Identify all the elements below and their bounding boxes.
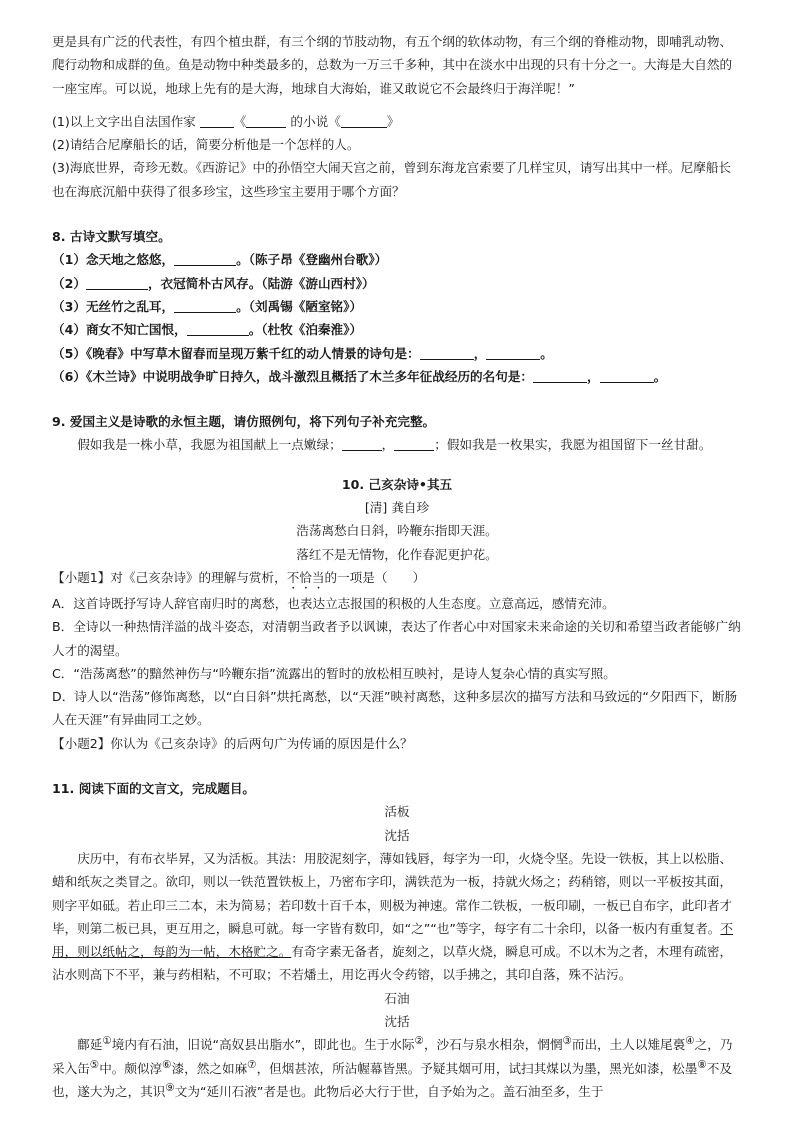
text-1-title: 活板 bbox=[384, 804, 410, 820]
answer-blank[interactable] bbox=[600, 368, 654, 383]
text-1-body: 庆历中，有布衣毕昇，又为活板。其法：用胶泥刻字，薄如钱唇，每字为一印，火烧令坚。先设一铁板，其上以松脂、蜡和纸灰之类冒之。欲印，则以一铁范置铁板上，乃密布字印，满铁范为一板，持就火炀之；药稍镕，则以一平板按其面，则字平如砥。若止印三二本，未为简易；若印数十百千本，则极为神速。常作二铁板，一板印刷，一板已自布字，此印者才毕，则第二板已具，更互用之，瞬息可就。每一字皆有数印，如“之”“也”等字，每字有二十余印，以备一板内有重复者。不用，则以纸帖之，每韵为一帖，木格贮之。有奇字素无备者，旋刻之，以草火烧，瞬息可成。不以木为之者，木理有疏密，沾水则高下不平，兼与药相粘，不可取；不若燔土，用讫再火令药镕，以手拂之，其印自落，殊不沾污。 bbox=[52, 850, 733, 983]
footnote-marker: ⑤ bbox=[89, 1058, 100, 1071]
answer-blank[interactable] bbox=[394, 436, 434, 451]
question-8-heading: 8. 古诗文默写填空。 bbox=[52, 229, 171, 245]
answer-blank[interactable] bbox=[533, 368, 587, 383]
poem-author: [清] 龚自珍 bbox=[364, 500, 430, 516]
question-7-2: (2)请结合尼摩船长的话，简要分析他是一个怎样的人。 bbox=[52, 137, 360, 153]
answer-blank[interactable] bbox=[187, 321, 249, 336]
answer-blank[interactable] bbox=[246, 113, 286, 128]
answer-blank[interactable] bbox=[420, 345, 474, 360]
question-7-3: (3)海底世界，奇珍无数。《西游记》中的孙悟空大闹天宫之前，曾到东海龙宫索要了几样宝贝，请写出其中一样。尼摩船长也在海底沉船中获得了很多珍宝，这些珍宝主要用于哪个方面？ bbox=[52, 160, 732, 199]
question-8-item-6: （6）《木兰诗》中说明战争旷日持久，战斗激烈且概括了木兰多年征战经历的名句是： ， 。 bbox=[52, 368, 667, 384]
text-1-author: 沈括 bbox=[384, 827, 410, 843]
question-8-item-2: （2） ，衣冠简朴古风存。（陆游《游山西村》） bbox=[52, 275, 375, 291]
answer-blank[interactable] bbox=[486, 345, 540, 360]
footnote-marker: ⑨ bbox=[165, 1081, 175, 1094]
footnote-marker: ③ bbox=[562, 1035, 572, 1048]
answer-blank[interactable] bbox=[174, 251, 236, 266]
question-10-title: 10. 己亥杂诗•其五 bbox=[341, 476, 453, 492]
answer-blank[interactable] bbox=[342, 436, 382, 451]
question-8-item-5: （5）《晚春》中写草木留春而呈现万紫千红的动人情景的诗句是： ， 。 bbox=[52, 345, 553, 361]
text-2-author: 沈括 bbox=[384, 1013, 410, 1029]
footnote-marker: ⑦ bbox=[247, 1058, 257, 1071]
subquestion-2: 【小题2】你认为《己亥杂诗》的后两句广为传诵的原因是什么？ bbox=[52, 735, 413, 751]
answer-blank[interactable] bbox=[86, 275, 148, 290]
question-8-item-1: （1）念天地之悠悠， 。（陈子昂《登幽州台歌》） bbox=[52, 252, 388, 268]
option-c[interactable]: C．“浩荡离愁”的黯然神伤与“吟鞭东指”流露出的暂时的放松相互映衬，是诗人复杂心情的真实写照。 bbox=[52, 665, 616, 681]
answer-blank[interactable] bbox=[341, 113, 387, 128]
question-8-item-4: （4）商女不知亡国恨， 。（杜牧《泊秦淮》） bbox=[52, 322, 363, 338]
underlined-sentence: 不用，则以纸帖之，每韵为一帖，木格贮之。 bbox=[52, 920, 733, 960]
footnote-marker: ④ bbox=[685, 1035, 695, 1048]
footnote-marker: ② bbox=[414, 1035, 424, 1048]
text-2-body: 鄜延①境内有石油，旧说“高奴县出脂水”，即此也。生于水际②，沙石与泉水相杂，惘惘③而出，土人以雉尾裛④之，乃采入缶⑤中。颇似淳⑥漆，然之如麻⑦，但烟甚浓，所沾幄幕皆黑。予疑其烟可用，试扫其煤以为墨，黑光如漆，松墨⑧不及也，遂大为之，其识⑨文为“延川石液”者是也。此物后必大行于世，自予始为之。盖石油至多，生于 bbox=[52, 1035, 733, 1099]
footnote-marker: ① bbox=[102, 1035, 112, 1048]
passage-paragraph: 更是具有广泛的代表性，有四个植虫群，有三个纲的节肢动物，有五个纲的软体动物，有三个纲的脊椎动物，即哺乳动物、爬行动物和成群的鱼。鱼是动物中种类最多的，总数为一万三千多种，其中在淡水中出现的只有十分之一。大海是大自然的一座宝库。可以说，地球上先有的是大海，地球自大海始，谁又敢说它不会最终归于海洋呢！” bbox=[52, 34, 733, 96]
poem-verse-1: 浩荡离愁白日斜，吟鞭东指即天涯。 bbox=[296, 523, 498, 539]
question-9-prompt: 假如我是一株小草，我愿为祖国献上一点嫩绿； ， ；假如我是一枚果实，我愿为祖国留下一丝甘甜。 bbox=[77, 437, 712, 453]
question-8-item-3: （3）无丝竹之乱耳， 。（刘禹锡《陋室铭》） bbox=[52, 298, 363, 314]
text-2-title: 石油 bbox=[384, 990, 410, 1006]
answer-blank[interactable] bbox=[200, 113, 234, 128]
question-9-heading: 9. 爱国主义是诗歌的永恒主题，请仿照例句，将下列句子补充完整。 bbox=[52, 414, 436, 430]
answer-blank[interactable] bbox=[174, 298, 236, 313]
footnote-marker: ⑧ bbox=[697, 1058, 707, 1071]
option-d[interactable]: D．诗人以“浩荡”修饰离愁，以“白日斜”烘托离愁，以“天涯”映衬离愁，这种多层次的描写方法和马致远的“夕阳西下，断肠人在天涯”有异曲同工之妙。 bbox=[52, 689, 738, 728]
option-a[interactable]: A．这首诗既抒写诗人辞官南归时的离愁，也表达立志报国的积极的人生态度。立意高远，感情充沛。 bbox=[52, 595, 615, 611]
question-11-heading: 11. 阅读下面的文言文，完成题目。 bbox=[52, 781, 256, 797]
footnote-marker: ⑥ bbox=[162, 1058, 172, 1071]
subquestion-1: 【小题1】对《己亥杂诗》的理解与赏析，不恰当的一项是（ ） bbox=[52, 569, 426, 585]
poem-verse-2: 落红不是无情物，化作春泥更护花。 bbox=[296, 546, 498, 562]
option-b[interactable]: B．全诗以一种热情洋溢的战斗姿态，对清朝当政者予以讽谏，表达了作者心中对国家未来命途的关切和希望当政者能够广纳人才的渴望。 bbox=[52, 619, 741, 658]
question-7-1: (1)以上文字出自法国作家 《 的小说《 》 bbox=[52, 113, 400, 129]
